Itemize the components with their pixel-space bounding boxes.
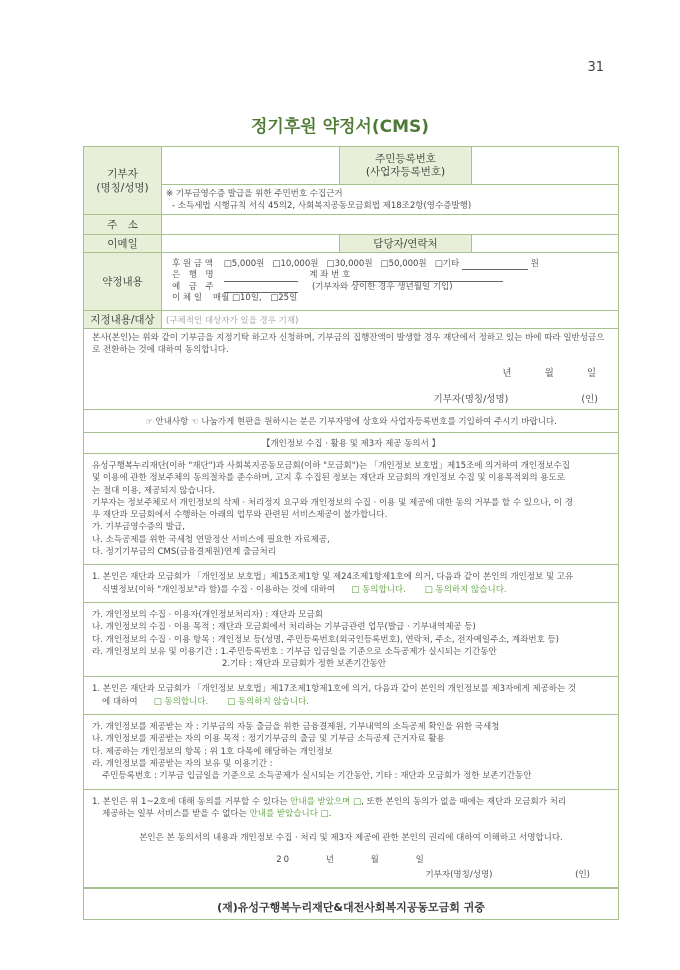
address-label: 주 소	[84, 215, 162, 235]
details-1-line: 라. 개인정보의 보유 및 이용기간 : 1.주민등록번호 : 기부금 입금일을 기준으로 소득공제가 실시되는 기간동안	[92, 646, 497, 657]
designated-field[interactable]	[162, 311, 619, 329]
final-statement: 본인은 본 동의서의 내용과 개인정보 수집 · 처리 및 제3자 제공에 관한 본인의 권리에 대하여 이해하고 서명합니다.	[139, 833, 563, 844]
agreement-month: 월	[544, 368, 556, 379]
agreement-signature	[84, 359, 618, 409]
agreement-day: 일	[586, 368, 598, 379]
agreement-signer-row	[92, 391, 598, 405]
final-month: 월	[370, 855, 381, 866]
address-field[interactable]	[162, 215, 619, 235]
agreement-seal[interactable]: (인)	[581, 394, 598, 405]
refusal-line-2	[92, 808, 610, 820]
privacy-intro-line: 다. 정기기부금의 CMS(금융결제원)연계 출금처리	[92, 547, 276, 558]
final-signer-label: 기부자(명칭/성명)	[425, 869, 493, 880]
consent-2-agree-checkbox[interactable]: □ 동의합니다.	[153, 696, 209, 707]
page-number: 31	[587, 60, 604, 75]
donor-name-field[interactable]	[162, 147, 340, 185]
details-1-line: 2.기타 : 재단과 모금회가 정한 보존기간동안	[222, 659, 387, 670]
privacy-intro-line: 및 이용에 관한 정보주체의 동의절차를 준수하며, 고지 후 수집된 정보는 재단과 모금회의 개인정보 수집 및 이용목적외의 용도로	[92, 473, 565, 484]
refusal-section	[84, 789, 618, 887]
details-1	[84, 602, 618, 676]
id-number-label: 주민등록번호 (사업자등록번호)	[340, 147, 472, 185]
consent-2-line-2	[92, 696, 610, 708]
agreement-signer-label: 기부자(명칭/성명)	[433, 394, 509, 405]
agreement-year: 년	[502, 368, 514, 379]
agreement-section	[83, 329, 619, 888]
option-10000-checkbox[interactable]: □10,000원	[272, 258, 319, 269]
details-1-line: 가. 개인정보의 수집 · 이용자(개인정보처리자) : 재단과 모금회	[92, 609, 323, 620]
info-notice: ☞ 안내사항 ☜ 나눔가게 현판을 원하시는 분은 기부자명에 상호와 사업자등록번호를 기입하여 주시기 바랍니다.	[84, 409, 618, 432]
footer-recipient: (재)유성구행복누리재단&대전사회복지공동모금회 귀중	[83, 888, 619, 920]
contact-label: 담당자/연락처	[340, 235, 472, 253]
privacy-intro-line: 유성구행복누리재단(이하 "재단")과 사회복지공동모금회(이하 "모금회")는 「개인정보 보호법」제15조에 의거하여 개인정보수집	[92, 461, 570, 471]
agreement-text: 본사(본인)는 위와 같이 기부금을 지정기탁 하고자 신청하며, 기부금의 집행잔액이 발생할 경우 재단에서 정하고 있는 바에 따라 일반성금으로 전환하는 것에 대하여 동의합니다.	[92, 333, 605, 355]
final-day: 일	[415, 855, 426, 866]
details-2-line: 나. 개인정보를 제공받는 자의 이용 목적 : 정기기부금의 출금 및 기부금 소득공제 근거자료 활용	[92, 734, 445, 745]
contact-field[interactable]	[472, 235, 619, 253]
details-2-line: 주민등록번호 : 기부금 입금일을 기준으로 소득공제가 실시되는 기간동안, 기타 : 재단과 모금회가 정한 보존기간동안	[102, 771, 532, 782]
donor-label: 기부자 (명칭/성명)	[84, 147, 162, 215]
consent-2-text: 에 대하여	[102, 696, 138, 707]
consent-1-disagree-checkbox[interactable]: □ 동의하지 않습니다.	[424, 584, 507, 595]
privacy-intro-line: 기부자는 정보주체로서 개인정보의 삭제 · 처리정지 요구와 개인정보의 수집 · 이용 및 제공에 대한 동의 거부를 할 수 있으나, 이 경	[92, 497, 573, 508]
refusal-text: 1. 본인은 위 1~2호에 대해 동의를 거부할 수 있다는	[92, 796, 288, 807]
final-signature	[92, 820, 610, 881]
holder-note: (기부자와 상이한 경우 생년월일 기입)	[311, 281, 453, 292]
refusal-text: 제공하는 일부 서비스를 받을 수 없다는	[102, 808, 247, 819]
consent-1-text: 식별정보(이하 "개인정보"라 함)를 수집 · 이용하는 것에 대하여	[102, 584, 336, 595]
note-line-1: ※ 기부금영수증 발급을 위한 주민번호 수집근거	[166, 188, 343, 199]
final-year-prefix: 20	[276, 855, 292, 866]
transfer-day-options[interactable]: 매월 □10일, □25일	[212, 293, 298, 303]
id-collection-note	[162, 185, 619, 215]
consent-1-line-2	[92, 584, 610, 596]
amount-label: 후 원 금 액	[172, 258, 213, 269]
option-5000-checkbox[interactable]: □5,000원	[223, 258, 265, 269]
pledge-details	[162, 253, 619, 311]
option-other-checkbox[interactable]: □기타	[434, 258, 460, 269]
refusal-line-1	[92, 796, 610, 808]
privacy-intro-line: 가. 기부금영수증의 발급,	[92, 522, 185, 533]
consent-2-disagree-checkbox[interactable]: □ 동의하지 않습니다.	[227, 696, 310, 707]
designated-label: 지정내용/대상	[84, 311, 162, 329]
designated-placeholder: (구체적인 대상자가 있을 경우 기재)	[166, 315, 299, 326]
details-2-line: 다. 제공하는 개인정보의 항목 : 위 1호 다목에 해당하는 개인정보	[92, 746, 333, 757]
details-1-line: 나. 개인정보의 수집 · 이용 목적 : 재단과 모금회에서 처리하는 기부금관련 업무(발급 · 기부내역제공 등)	[92, 622, 476, 633]
transfer-row	[172, 293, 614, 305]
id-number-field[interactable]	[472, 147, 619, 185]
holder-label: 예 금 주	[172, 281, 214, 292]
agreement-date	[92, 365, 598, 379]
won-label: 원	[530, 258, 539, 269]
pledge-form-table	[83, 146, 619, 329]
final-signer-row	[92, 869, 610, 881]
email-field[interactable]	[162, 235, 340, 253]
privacy-intro-line: 우 재단과 모금회에서 수행하는 아래의 업무와 관련된 서비스제공이 불가합니다.	[92, 510, 388, 521]
privacy-title: 【개인정보 수집 · 활용 및 제3자 제공 동의서 】	[84, 432, 618, 453]
privacy-intro-line: 나. 소득공제를 위한 국세청 연말정산 서비스에 필요한 자료제공,	[92, 534, 330, 545]
page-title: 정기후원 약정서(CMS)	[250, 117, 430, 137]
details-2-line: 라. 개인정보를 제공받는 자의 보유 및 이용기간 :	[92, 758, 273, 769]
pledge-document	[83, 146, 619, 920]
account-label: 계 좌 번 호	[309, 270, 351, 280]
privacy-intro	[84, 453, 618, 564]
refusal-text: .	[328, 808, 332, 819]
refusal-ack-checkbox-2[interactable]: 안내를 받았습니다 □	[249, 808, 329, 819]
consent-2-line-1: 1. 본인은 재단과 모금회가 「개인정보 보호법」제17조제1항제1호에 의거, 다음과 같이 본인의 개인정보를 제3자에게 제공하는 것	[92, 684, 577, 695]
details-2-line: 가. 개인정보를 제공받는 자 : 기부금의 자동 출금을 위한 금융결제원, 기부내역의 소득공제 확인을 위한 국세청	[92, 722, 500, 733]
bank-label: 은 행 명	[172, 270, 214, 280]
consent-1	[84, 564, 618, 602]
option-30000-checkbox[interactable]: □30,000원	[326, 258, 373, 269]
email-label: 이메일	[84, 235, 162, 253]
final-seal[interactable]: (인)	[575, 869, 590, 880]
final-date	[92, 854, 610, 866]
consent-1-line-1: 1. 본인은 재단과 모금회가 「개인정보 보호법」제15조제1항 및 제24조제1항제1호에 의거, 다음과 같이 본인의 개인정보 및 고유	[92, 572, 574, 583]
privacy-intro-line: 는 절대 이용, 제공되지 않습니다.	[92, 485, 215, 496]
bank-row	[172, 270, 614, 282]
final-year: 년	[325, 855, 336, 866]
refusal-text: , 또한 본인의 동의가 없을 때에는 재단과 모금회가 처리	[361, 796, 567, 807]
details-2	[84, 714, 618, 788]
amount-row	[172, 259, 614, 271]
details-1-line: 다. 개인정보의 수집 · 이용 항목 : 개인정보 등(성명, 주민등록번호(외국인등록번호), 연락처, 주소, 전자메일주소, 계좌번호 등)	[92, 634, 560, 645]
consent-2	[84, 676, 618, 714]
holder-row	[172, 282, 614, 294]
transfer-label: 이 체 일	[172, 293, 203, 303]
note-line-2: - 소득세법 시행규칙 서식 45의2, 사회복지공동모금회법 제18조2항(영수증발행)	[172, 200, 472, 211]
refusal-ack-checkbox-1[interactable]: 안내를 받았으며 □	[290, 796, 362, 807]
consent-1-agree-checkbox[interactable]: □ 동의합니다.	[351, 584, 406, 595]
pledge-label: 약정내용	[84, 253, 162, 311]
option-50000-checkbox[interactable]: □50,000원	[380, 258, 427, 269]
